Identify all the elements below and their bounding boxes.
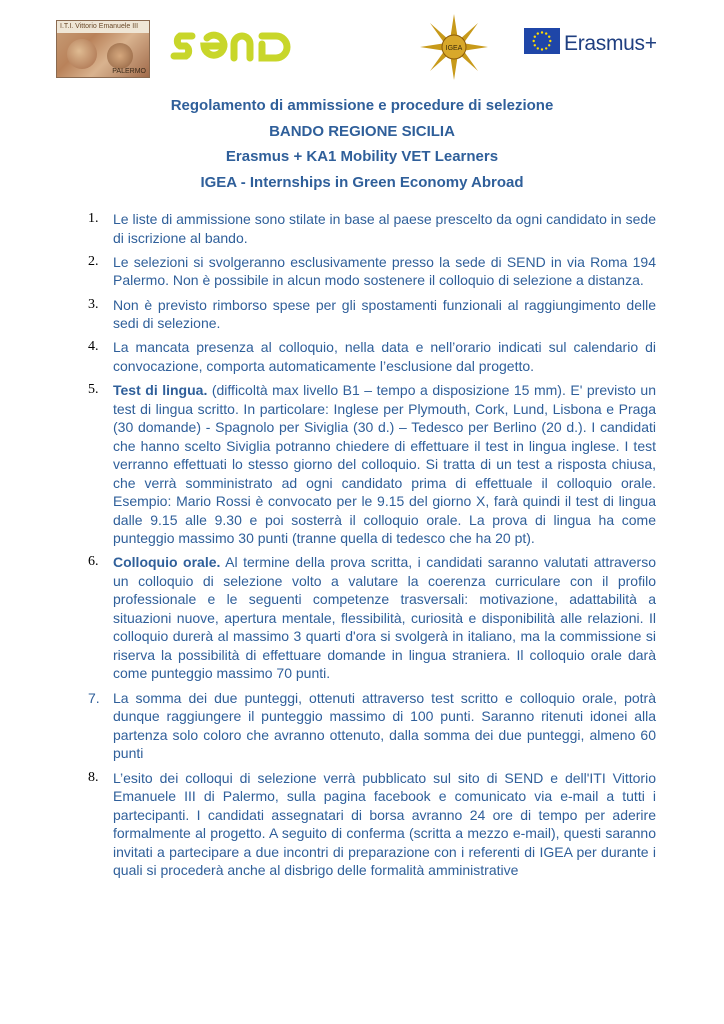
list-item-number: 4. xyxy=(88,339,99,355)
list-item-number: 8. xyxy=(88,769,99,785)
list-item-number: 3. xyxy=(88,296,99,312)
iti-logo-emblem xyxy=(67,39,97,69)
list-item xyxy=(88,769,656,880)
list-item xyxy=(88,296,656,333)
send-logo-mark xyxy=(170,24,300,68)
igea-star-icon xyxy=(412,14,496,80)
list-item xyxy=(88,553,656,683)
list-item-text: La mancata presenza al colloquio, nella data e nell’orario indicati sul calendario di convocazione, comporta automaticamente l’esclusione dal progetto. xyxy=(113,339,656,374)
iti-logo-band-text: I.T.I. Vittorio Emanuele III xyxy=(57,21,149,33)
list-item-body xyxy=(113,553,656,683)
document-subtitle-project: IGEA - Internships in Green Economy Abroad xyxy=(200,173,524,191)
list-item-lead: Colloquio orale. xyxy=(113,554,221,571)
document-subtitle-call: BANDO REGIONE SICILIA xyxy=(269,122,455,140)
list-item-body xyxy=(113,381,656,548)
erasmus-logo xyxy=(524,26,657,70)
list-item-number: 1. xyxy=(88,211,99,226)
list-item-number: 6. xyxy=(88,554,99,570)
send-logo xyxy=(170,24,300,68)
list-item xyxy=(88,338,656,375)
list-item xyxy=(88,689,656,763)
list-item-text: Le selezioni si svolgeranno esclusivamente presso la sede di SEND in via Roma 194 Palermo. Non è possibile in alcun modo sostenere il colloquio di selezione a distanza. xyxy=(113,253,656,289)
list-item-number: 2. xyxy=(88,253,99,269)
iti-logo xyxy=(56,20,150,78)
document-title-block xyxy=(0,93,724,195)
list-item-text: La somma dei due punteggi, ottenuti attraverso test scritto e colloquio orale, potrà dunque raggiungere il punteggio massimo di 100 punti. Saranno ritenuti idonei alla partenza solo coloro che avranno ottenuto, dalla somma dei due punteggi, almeno 60 punti xyxy=(113,689,656,762)
iti-logo-emblem-secondary xyxy=(107,43,133,69)
list-item-number: 5. xyxy=(88,382,99,398)
list-item-text: Non è previsto rimborso spese per gli spostamenti funzionali al raggiungimento delle sedi di selezione. xyxy=(113,296,656,332)
logo-header xyxy=(0,14,724,80)
list-item xyxy=(88,253,656,290)
igea-logo xyxy=(412,14,496,80)
list-item-text: L’esito dei colloqui di selezione verrà pubblicato sul sito di SEND e dell'ITI Vittorio Emanuele III di Palermo, sulla pagina facebook e comunicato via e-mail a tutti i partecipanti. I candidati assegnatari di borsa avranno 24 ore di tempo per aderire formalmente al progetto. A seguito di conferma (scritta a mezzo e-mail), questi saranno invitati a partecipare a due incontri di preparazione con i referenti di IGEA per durante i quali si procederà anche al disbrigo delle formalità amministrative xyxy=(113,769,656,879)
list-item-text: Le liste di ammissione sono stilate in base al paese prescelto da ogni candidato in sede di iscrizione al bando. xyxy=(113,211,656,246)
list-item xyxy=(88,210,656,247)
erasmus-logo-text: Erasmus+ xyxy=(564,32,657,55)
document-subtitle-programme: Erasmus + KA1 Mobility VET Learners xyxy=(225,148,499,165)
eu-flag-icon xyxy=(524,28,560,54)
list-item-text: Al termine della prova scritta, i candidati saranno valutati attraverso un colloquio di selezione volto a valutare la coerenza curriculare con il profilo professionale e le seguenti competenze trasversali: motivazione, adattabilità a situazioni nuove, apertura mentale, flessibilità, curiosità e disponibilità alle relazioni. Il colloquio durerà al massimo 3 quarti d'ora si svolgerà in italiano, ma la commissione si riserva la possibilità di effettuare domande in lingua straniera. Il colloquio orale darà come punteggio massimo 70 punti. xyxy=(113,554,657,682)
document-title: Regolamento di ammissione e procedure di selezione xyxy=(170,97,554,114)
igea-logo-text: IGEA xyxy=(445,45,463,52)
list-item-lead: Test di lingua. xyxy=(113,382,208,399)
list-item-text: (difficoltà max livello B1 – tempo a disposizione 15 mm). E' previsto un test di lingua scritto. In particolare: Inglese per Plymouth, Cork, Lund, Lisbona e Praga (30 domande) - Spagnolo per Siviglia (30 d.) – Tedesco per Berlino (20 d.). I candidati che hanno scelto Siviglia potranno chiedere di effettuare il test in lingua inglese. I test verranno effettuati lo stesso giorno del colloquio. Si tratta di un test a risposta chiusa, che verrà somministrato ad ogni candidato prima di effettuale il colloquio orale. Esempio: Mario Rossi è convocato per le 9.15 del giorno X, farà quindi il test di lingua dalle 9.15 alle 9.30 e poi sosterrà il colloquio orale. La prova di lingua ha come punteggio massimo 30 punti (tranne quella di tedesco che ha 20 pt). xyxy=(113,382,656,547)
list-item-number: 7. xyxy=(88,689,100,706)
iti-logo-foot-text: PALERMO xyxy=(112,68,146,75)
rules-list xyxy=(88,210,656,885)
list-item xyxy=(88,381,656,548)
